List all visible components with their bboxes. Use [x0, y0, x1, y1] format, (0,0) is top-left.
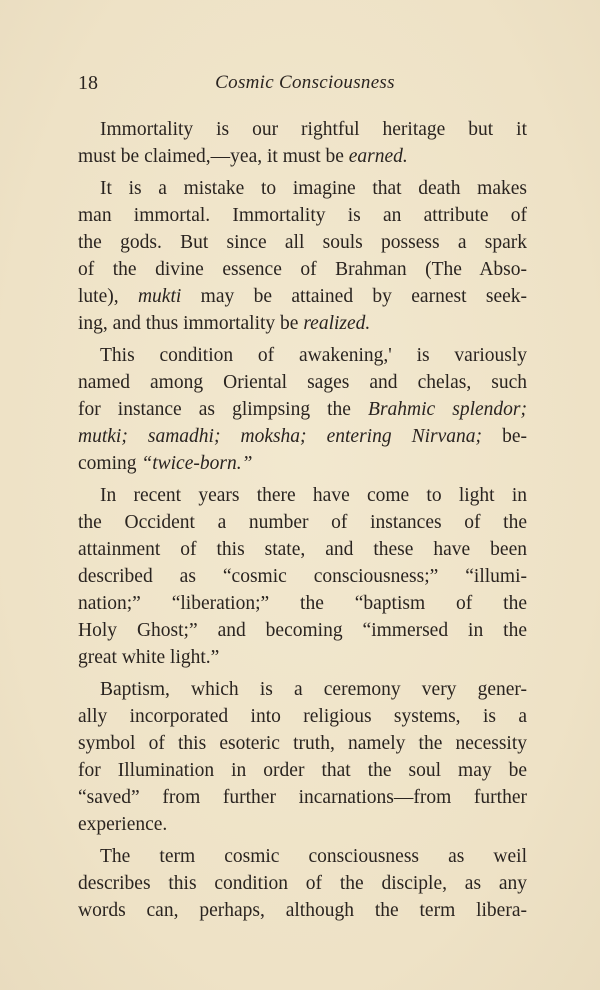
text-line	[78, 617, 527, 644]
paragraph	[78, 482, 527, 671]
text-segment: for Illumination in order that the soul may be	[78, 760, 527, 781]
paragraph	[78, 116, 527, 170]
text-line	[78, 202, 527, 229]
text-line	[78, 590, 527, 617]
text-line	[78, 509, 527, 536]
paragraph	[78, 342, 527, 477]
text-segment: described as “cosmic consciousness;” “illumi-	[78, 566, 527, 587]
text-line	[78, 870, 527, 897]
text-line	[78, 116, 527, 143]
text-segment: nation;” “liberation;” the “baptism of the	[78, 593, 527, 614]
text-line	[78, 283, 527, 310]
text-segment: man immortal. Immortality is an attribute of	[78, 205, 527, 226]
text-line	[78, 310, 527, 337]
text-segment: symbol of this esoteric truth, namely the necessity	[78, 733, 527, 754]
paragraph	[78, 175, 527, 337]
text-line	[78, 757, 527, 784]
text-line	[78, 396, 527, 423]
text-segment: ing, and thus immortality be	[78, 313, 304, 334]
text-segment: Immortality is our rightful heritage but it	[100, 119, 527, 140]
text-segment: experience.	[78, 814, 168, 835]
text-segment: lute),	[78, 286, 138, 307]
italic-text: mukti	[137, 286, 182, 307]
text-line	[78, 450, 527, 477]
text-segment: It is a mistake to imagine that death makes	[100, 178, 527, 199]
italic-text: mutki; samadhi; moksha; entering Nirvana;	[78, 426, 483, 447]
text-segment: of the divine essence of Brahman (The Abso-	[78, 259, 527, 280]
text-line	[78, 423, 527, 450]
text-segment: describes this condition of the disciple, as any	[78, 873, 527, 894]
text-line	[78, 843, 527, 870]
italic-text: Brahmic splendor;	[368, 399, 527, 420]
page-body	[78, 116, 527, 929]
italic-text: earned.	[348, 146, 408, 167]
text-line	[78, 342, 527, 369]
page-number: 18	[78, 72, 98, 94]
text-segment: the gods. But since all souls possess a spark	[78, 232, 527, 253]
text-segment: Holy Ghost;” and becoming “immersed in the	[78, 620, 527, 641]
text-line	[78, 730, 527, 757]
text-line	[78, 256, 527, 283]
italic-text: realized.	[303, 313, 371, 334]
text-line	[78, 784, 527, 811]
text-segment: Baptism, which is a ceremony very gener-	[100, 679, 527, 700]
text-line	[78, 175, 527, 202]
text-line	[78, 143, 527, 170]
text-line	[78, 482, 527, 509]
text-line	[78, 563, 527, 590]
text-line	[78, 811, 527, 838]
text-segment: The term cosmic consciousness as weil	[100, 846, 527, 867]
text-line	[78, 676, 527, 703]
text-segment: great white light.”	[78, 647, 220, 668]
text-segment: words can, perhaps, although the term libera-	[78, 900, 527, 921]
text-line	[78, 229, 527, 256]
text-segment: named among Oriental sages and chelas, such	[78, 372, 527, 393]
text-segment: “saved” from further incarnations—from further	[78, 787, 527, 808]
text-line	[78, 536, 527, 563]
running-head: Cosmic Consciousness	[215, 72, 395, 93]
text-segment: the Occident a number of instances of the	[78, 512, 527, 533]
text-segment: for instance as glimpsing the	[78, 399, 369, 420]
text-segment: ally incorporated into religious systems, is a	[78, 706, 527, 727]
text-segment: must be claimed,—yea, it must be	[78, 146, 349, 167]
text-line	[78, 644, 527, 671]
text-segment: In recent years there have come to light in	[100, 485, 527, 506]
text-segment: attainment of this state, and these have been	[78, 539, 527, 560]
text-segment: may be attained by earnest seek-	[181, 286, 527, 307]
text-segment: coming	[78, 453, 142, 474]
text-line	[78, 703, 527, 730]
paragraph	[78, 843, 527, 924]
text-segment: be-	[482, 426, 527, 447]
text-segment: This condition of awakening,' is variously	[100, 345, 527, 366]
text-line	[78, 897, 527, 924]
paragraph	[78, 676, 527, 838]
text-line	[78, 369, 527, 396]
italic-text: “twice-born.”	[141, 453, 253, 474]
